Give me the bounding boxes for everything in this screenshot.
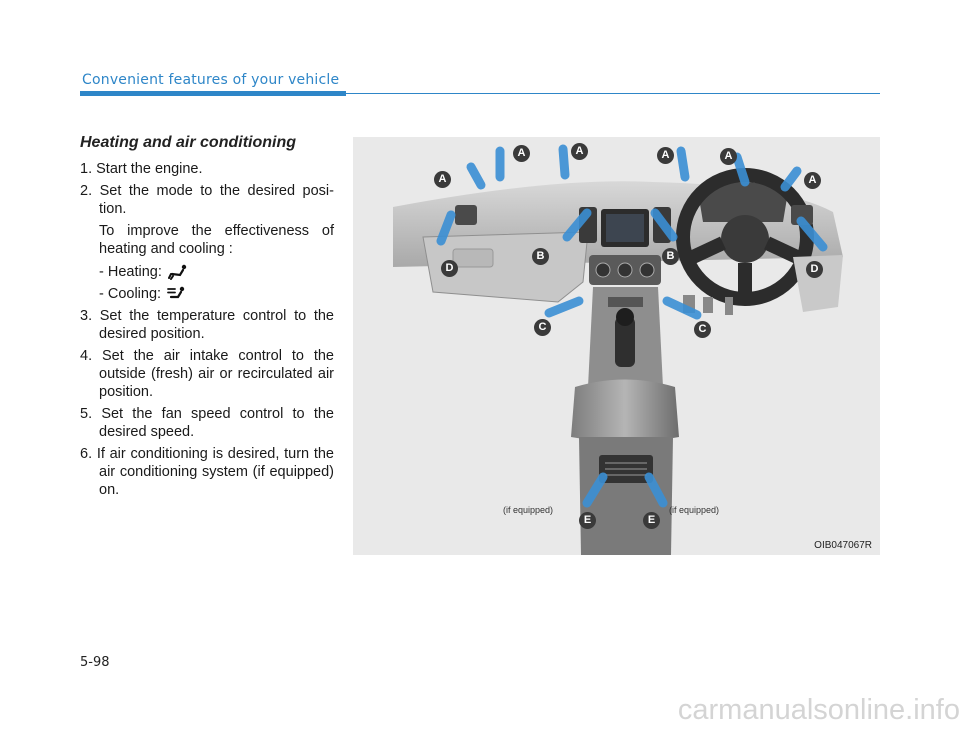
heating-mode [99,263,334,281]
vent-label-c2: C [694,321,711,338]
vent-label-a4: A [657,147,674,164]
step-6: 6. If air conditioning is desired, turn the air conditioning system (if equipped) on. [80,446,334,498]
vent-label-a3: A [571,143,588,160]
step-2: 2. Set the mode to the desired posi-tion. [80,183,334,217]
vent-label-e2: E [643,512,660,529]
figure-caption: OIB047067R [814,540,872,551]
section-header: Convenient features of your vehicle [82,72,340,88]
vent-label-a6: A [804,172,821,189]
vent-label-d2: D [806,261,823,278]
watermark: carmanualsonline.info [677,694,960,726]
text-column [80,134,334,503]
effectiveness-note: To improve the effectiveness of heating and cooling : [99,223,334,257]
vent-label-d1: D [441,260,458,277]
floor-mode-icon [168,264,190,280]
header-rule-thin [346,93,880,94]
vent-label-e1: E [579,512,596,529]
equipped-note-left: (if equipped) [503,505,554,515]
cooling-mode [99,285,334,303]
dashboard-illustration [353,137,880,555]
vent-label-a1: A [434,171,451,188]
step-1: 1. Start the engine. [80,161,203,177]
vent-label-a5: A [720,148,737,165]
equipped-note-right: (if equipped) [669,505,720,515]
heating-label: - Heating: [99,264,162,280]
page-number: 5-98 [80,655,110,670]
vent-label-c1: C [534,319,551,336]
cooling-label: - Cooling: [99,286,162,302]
face-mode-icon [167,286,189,302]
vent-diagram [353,137,880,555]
vent-label-b1: B [532,248,549,265]
step-3: 3. Set the temperature control to the desired position. [80,308,334,342]
header-rule-thick [80,91,346,96]
section-title: Heating and air conditioning [80,134,296,151]
vent-label-b2: B [662,248,679,265]
vent-label-a2: A [513,145,530,162]
step-5: 5. Set the fan speed control to the desired speed. [80,406,334,440]
step-4: 4. Set the air intake control to the outside (fresh) air or recirculated air position. [80,348,334,400]
